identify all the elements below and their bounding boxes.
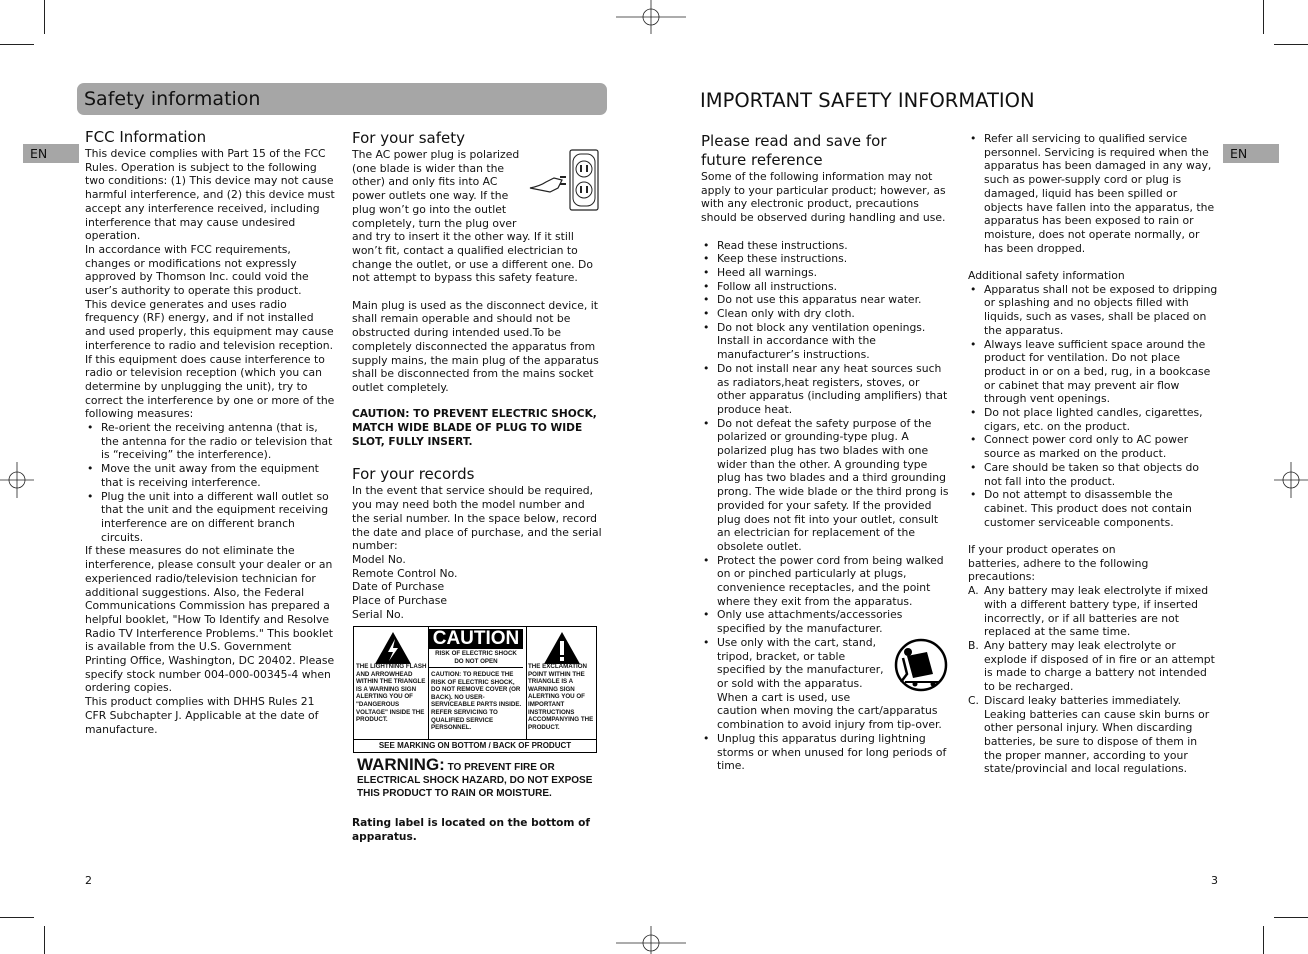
crop-mark — [1274, 917, 1308, 918]
records-paragraph: In the event that service should be required, you may need both the model number and the serial number. In the space below, record the date and place of purchase, and the serial number: — [352, 484, 602, 553]
list-item: • Read these instructions. — [701, 239, 949, 253]
battery-list — [968, 584, 1218, 776]
list-item: • Only use attachments/accessories specified by the manufacturer. — [701, 608, 949, 635]
additional-section — [968, 132, 1218, 776]
warning-lead: WARNING: — [357, 755, 445, 774]
crop-mark — [1263, 0, 1264, 34]
list-item — [968, 584, 1218, 639]
list-item: • Clean only with dry cloth. — [701, 307, 949, 321]
exclamation-triangle-icon — [543, 631, 581, 665]
fcc-paragraph: If these measures do not eliminate the interference, please consult your dealer or an experienced radio/television technician for additional suggestions. Also, the Federal Communications Commission has prepared a helpful booklet, "How To Identify and Resolve Radio TV Interference Problems." This booklet is available from the U.S. Government Printing Office, Washington, DC 20402. Please specify stock number 004-000-00345-4 when ordering copies. — [85, 544, 335, 695]
cart-tipover-icon — [893, 638, 949, 692]
list-item: • Do not block any ventilation openings. Install in accordance with the manufacturer’s instructions. — [701, 321, 949, 362]
lightning-triangle-icon — [374, 631, 412, 665]
registration-mark-icon — [1274, 462, 1308, 498]
list-marker: C. — [968, 693, 979, 707]
list-item: • Do not attempt to disassemble the cabinet. This product does not contain customer serviceable components. — [968, 488, 1218, 529]
warning-text: TO PREVENT FIRE OR ELECTRICAL SHOCK HAZARD, DO NOT EXPOSE THIS PRODUCT TO RAIN OR MOISTURE. — [357, 762, 593, 799]
divider — [354, 739, 596, 740]
registration-mark-icon — [616, 926, 686, 954]
fcc-paragraph: This device generates and uses radio frequency (RF) energy, and if not installed and used properly, this equipment may cause interference to radio and television reception. If this equipment does cause interference to radio or television reception (which you can determine by unplugging the unit), try to correct the interference by one or more of the following measures: — [85, 297, 335, 421]
crop-mark — [44, 0, 45, 34]
fcc-paragraph: This product complies with DHHS Rules 21 CFR Subchapter J. Applicable at the date of manufacture. — [85, 695, 319, 736]
record-field: Model No. — [352, 552, 406, 566]
additional-title: Additional safety information — [968, 269, 1125, 283]
crop-mark — [0, 44, 34, 45]
fcc-paragraph: In accordance with FCC requirements, changes or modifications not expressly approved by Thomson Inc. could void the user’s authority to operate this product. — [85, 242, 309, 298]
instructions-section — [701, 132, 949, 773]
exclamation-warning-text: THE EXCLAMATION POINT WITHIN THE TRIANGLE IS A WARNING SIGN ALERTING YOU OF IMPORTANT INSTRUCTIONS ACCOMPANYING THE PRODUCT. — [528, 663, 594, 731]
safety-paragraph: The AC power plug is polarized (one blade is wider than the other) and only fits into AC power outlets one way. If the plug won’t go into the outlet completely, turn the plug over and try to insert it the other way. If it still won’t fit, contact a qualified electrician to change the outlet, or use a different one. Do not attempt to bypass this safety feature. — [352, 148, 593, 285]
caution-subheading: RISK OF ELECTRIC SHOCK DO NOT OPEN — [435, 650, 517, 665]
list-marker: B. — [968, 638, 979, 652]
list-item: • Do not defeat the safety purpose of the polarized or grounding-type plug. A polarized plug has two blades with one wider than the other. A grounding type plug has two blades and a third grounding prong. The wide blade or the third prong is provided for your safety. If the provided plug does not fit into your outlet, consult an electrician for replacement of the obsolete outlet. — [701, 417, 949, 554]
page-title: IMPORTANT SAFETY INFORMATION — [700, 89, 1035, 112]
list-item: • Keep these instructions. — [701, 252, 949, 266]
rating-note: Rating label is located on the bottom of apparatus. — [352, 817, 591, 843]
list-item: • Plug the unit into a different wall outlet so that the unit and the equipment receiving interference are on different branch circuits. — [85, 490, 335, 545]
crop-mark — [1274, 44, 1308, 45]
page-number: 2 — [85, 874, 92, 887]
list-item: • Apparatus shall not be exposed to dripping or splashing and no objects filled with liquids, such as vases, shall be placed on the apparatus. — [968, 283, 1218, 338]
list-item: • Move the unit away from the equipment that is receiving interference. — [85, 462, 335, 489]
list-item: • Protect the power cord from being walked on or pinched particularly at plugs, convenience receptacles, and the point where they exit from the apparatus. — [701, 554, 949, 609]
language-tab: EN — [23, 144, 79, 163]
safety-section — [352, 129, 602, 621]
list-item: • Re-orient the receiving antenna (that is, the antenna for the radio or television that is “receiving” the interference). — [85, 421, 335, 462]
list-item: • Follow all instructions. — [701, 280, 949, 294]
crop-mark — [0, 917, 34, 918]
list-item-text: Any battery may leak electrolyte or explode if disposed of in fire or an attempt is made to charge a battery not intended to be recharged. — [984, 638, 1215, 694]
caution-label — [353, 626, 597, 753]
list-item: • Do not place lighted candles, cigarettes, cigars, etc. on the product. — [968, 406, 1218, 433]
caution-footer: SEE MARKING ON BOTTOM / BACK OF PRODUCT — [378, 741, 572, 750]
safety-paragraph: Main plug is used as the disconnect device, it shall remain operable and should not be obstructed during intended used.To be completely disconnected the apparatus from supply mains, the main plug of the apparatus shall be disconnected from the mains socket outlet completely. — [352, 298, 599, 394]
record-field: Remote Control No. — [352, 566, 458, 580]
list-item — [968, 639, 1218, 694]
safety-title: For your safety — [352, 129, 465, 147]
list-item-text: Discard leaky batteries immediately. Leaking batteries can cause skin burns or other personal injury. When discarding batteries, be sure to dispose of them in the proper manner, according to your state/provincial and local regulations. — [984, 693, 1210, 776]
registration-mark-icon — [0, 462, 34, 498]
divider — [428, 627, 429, 739]
list-item: • Always leave sufficient space around the product for ventilation. Do not place product in or on a bed, rug, in a bookcase or cabinet that may prevent air flow through vent openings. — [968, 338, 1218, 407]
list-item: • Refer all servicing to qualified service personnel. Servicing is required when the apparatus has been damaged in any way, such as power-supply cord or plug is damaged, liquid has been spilled or objects have fallen into the apparatus, the apparatus has been exposed to rain or moisture, does not operate normally, or has been dropped. — [968, 132, 1218, 255]
record-field: Place of Purchase — [352, 594, 448, 608]
list-item: • Heed all warnings. — [701, 266, 949, 280]
page-header-bar — [77, 83, 607, 115]
page-number: 3 — [1211, 874, 1218, 887]
list-item: • Do not use this apparatus near water. — [701, 293, 949, 307]
fcc-paragraph: This device complies with Part 15 of the FCC Rules. Operation is subject to the following two conditions: (1) This device may not cause harmful interference, and (2) this device must accept any interference received, including interference that may cause undesired operation. — [85, 147, 335, 243]
servicing-list — [968, 132, 1218, 255]
list-item: • Do not install near any heat sources such as radiators,heat registers, stoves, or other apparatus (including amplifiers) that produce heat. — [701, 362, 949, 417]
caution-text: CAUTION: TO PREVENT ELECTRIC SHOCK, MATCH WIDE BLADE OF PLUG TO WIDE SLOT, FULLY INSERT. — [352, 408, 597, 448]
list-item: • Care should be taken so that objects do not fall into the product. — [968, 461, 1218, 488]
crop-mark — [44, 926, 45, 954]
language-tab: EN — [1223, 144, 1279, 163]
caution-heading: CAUTION — [429, 629, 523, 649]
list-item: • Unplug this apparatus during lightning storms or when unused for long periods of time. — [701, 732, 949, 773]
fcc-title: FCC Information — [85, 128, 207, 146]
additional-list — [968, 283, 1218, 530]
divider — [429, 667, 523, 668]
page-header-title: Safety information — [84, 88, 261, 110]
record-field: Serial No. — [352, 607, 404, 621]
record-field: Date of Purchase — [352, 580, 445, 594]
list-item — [701, 636, 949, 732]
outlet-plug-icon — [528, 148, 602, 214]
divider — [526, 627, 527, 739]
list-item: • Connect power cord only to AC power source as marked on the product. — [968, 433, 1218, 460]
records-title: For your records — [352, 465, 475, 484]
list-item-text: Any battery may leak electrolyte if mixed with a different battery type, if inserted incorrectly, or if all batteries are not replaced at the same time. — [984, 584, 1209, 639]
battery-intro: If your product operates on batteries, adhere to the following precautions: — [968, 543, 1149, 584]
warning-notice — [357, 755, 602, 800]
lightning-warning-text: THE LIGHTNING FLASH AND ARROWHEAD WITHIN THE TRIANGLE IS A WARNING SIGN ALERTING YOU OF "DANGEROUS VOLTAGE" INSIDE THE PRODUCT. — [356, 663, 427, 724]
list-marker: A. — [968, 584, 979, 598]
list-item-text: Use only with the cart, stand, tripod, bracket, or table specified by the manufacturer, or sold with the apparatus. When a cart is used, use caution when moving the cart/apparatus combination to avoid injury from tip-over. — [717, 635, 942, 732]
caution-instructions-text: CAUTION: TO REDUCE THE RISK OF ELECTRIC SHOCK, DO NOT REMOVE COVER (OR BACK). NO USER-SERVICEABLE PARTS INSIDE. REFER SERVICING TO QUALIFIED SERVICE PERSONNEL. — [431, 671, 522, 732]
intro-paragraph: Some of the following information may not apply to your particular product; however, as with any electronic product, precautions should be observed during handling and use. — [701, 170, 946, 225]
crop-mark — [1263, 926, 1264, 954]
instructions-list — [701, 239, 949, 773]
list-item — [968, 694, 1218, 776]
fcc-section — [85, 128, 335, 736]
subtitle: Please read and save for future reference — [701, 132, 887, 169]
interference-measures-list — [85, 421, 335, 544]
registration-mark-icon — [616, 0, 686, 36]
